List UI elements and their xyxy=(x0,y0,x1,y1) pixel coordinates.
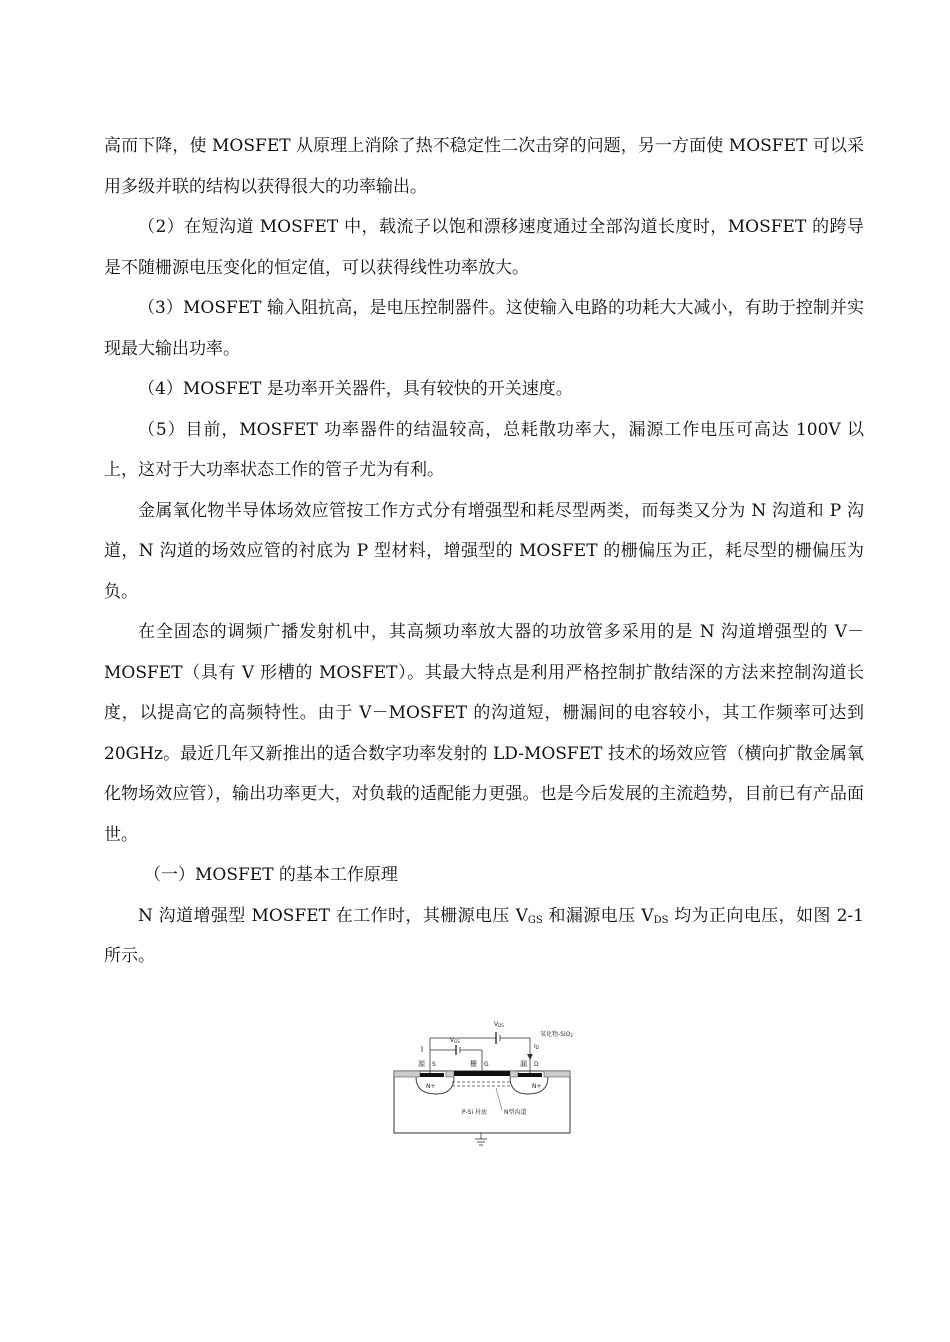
source-label: 源 xyxy=(418,1060,425,1068)
source-letter: S xyxy=(432,1061,436,1068)
drain-contact xyxy=(518,1073,542,1077)
gate-label: 栅 xyxy=(470,1060,477,1068)
section-heading: （一）MOSFET 的基本工作原理 xyxy=(144,865,398,885)
gate-contact xyxy=(454,1071,510,1076)
oxide-right xyxy=(544,1071,570,1077)
paragraph-6: 在全固态的调频广播发射机中，其高频功率放大器的功放管多采用的是 N 沟道增强型的 V－MOSFET（具有 V 形槽的 MOSFET）。其最大特点是利用严格控制扩散结深的方法来控制沟道长度，以提高它的高频特性。由于 V－MOSFET 的沟道短，栅漏间的电容较小，其工作频率可达到 20GHz。最近几年又新推出的适合数字功率发射的 LD-MOSFET 技术的场效应管（横向扩散金属氧化物场效应管），输出功率更大，对负载的适配能力更强。也是今后发展的主流趋势，目前已有产品面世。 xyxy=(104,622,864,845)
n-plus-right-label: N+ xyxy=(532,1083,542,1090)
body-text xyxy=(104,126,864,977)
oxide-mid-right xyxy=(510,1071,518,1077)
vds-label: VDS xyxy=(494,1021,504,1028)
source-contact xyxy=(420,1073,444,1077)
drain-well xyxy=(510,1077,548,1094)
paragraph-8-part1: N 沟道增强型 MOSFET 在工作时，其栅源电压 V xyxy=(138,905,528,926)
channel-label: N型沟道 xyxy=(504,1109,527,1116)
paragraph-0: 高而下降，使 MOSFET 从原理上消除了热不稳定性二次击穿的问题，另一方面使 MOSFET 可以采用多级并联的结构以获得很大的功率输出。 xyxy=(104,136,864,197)
paragraph-4: （5）目前，MOSFET 功率器件的结温较高，总耗散功率大，漏源工作电压可高达 100V 以上，这对于大功率状态工作的管子尤为有利。 xyxy=(104,419,864,480)
paragraph-8-part3: 均为正向电压，如图 2-1 所示。 xyxy=(104,905,864,966)
current-arrow-icon xyxy=(527,1054,533,1060)
mosfet-diagram xyxy=(392,1016,582,1148)
channel-pointer xyxy=(496,1088,502,1110)
n-plus-left-label: N+ xyxy=(426,1083,436,1090)
paragraph-1: （2）在短沟道 MOSFET 中，载流子以饱和漂移速度通过全部沟道长度时，MOSFET 的跨导是不随栅源电压变化的恒定值，可以获得线性功率放大。 xyxy=(104,217,864,278)
vgs-subscript: GS xyxy=(527,914,543,926)
drain-label: 漏 xyxy=(520,1060,527,1068)
paragraph-3: （4）MOSFET 是功率开关器件，具有较快的开关速度。 xyxy=(138,379,573,399)
paragraph-8 xyxy=(104,896,864,977)
gate-letter: G xyxy=(484,1061,489,1068)
vds-subscript: DS xyxy=(653,914,669,926)
paragraph-8-part2: 和漏源电压 V xyxy=(542,905,654,926)
paragraph-5: 金属氧化物半导体场效应管按工作方式分有增强型和耗尽型两类，而每类又分为 N 沟道和 P 沟道，N 沟道的场效应管的衬底为 P 型材料，增强型的 MOSFET 的栅偏压为正，耗尽型的栅偏压为负。 xyxy=(104,500,864,602)
id-label: ID xyxy=(534,1043,539,1050)
drain-letter: D xyxy=(534,1061,539,1068)
substrate-label: P-Si 衬底 xyxy=(462,1109,488,1116)
vgs-label: VGS xyxy=(450,1037,460,1044)
oxide-mid-left xyxy=(446,1071,454,1077)
substrate-box xyxy=(394,1071,570,1133)
oxide-label: 氧化物-SiO2 xyxy=(540,1031,573,1038)
paragraph-2: （3）MOSFET 输入阻抗高，是电压控制器件。这使输入电路的功耗大大减小，有助于控制并实现最大输出功率。 xyxy=(104,298,864,359)
mosfet-diagram-svg xyxy=(392,1016,582,1148)
oxide-left xyxy=(394,1071,420,1077)
